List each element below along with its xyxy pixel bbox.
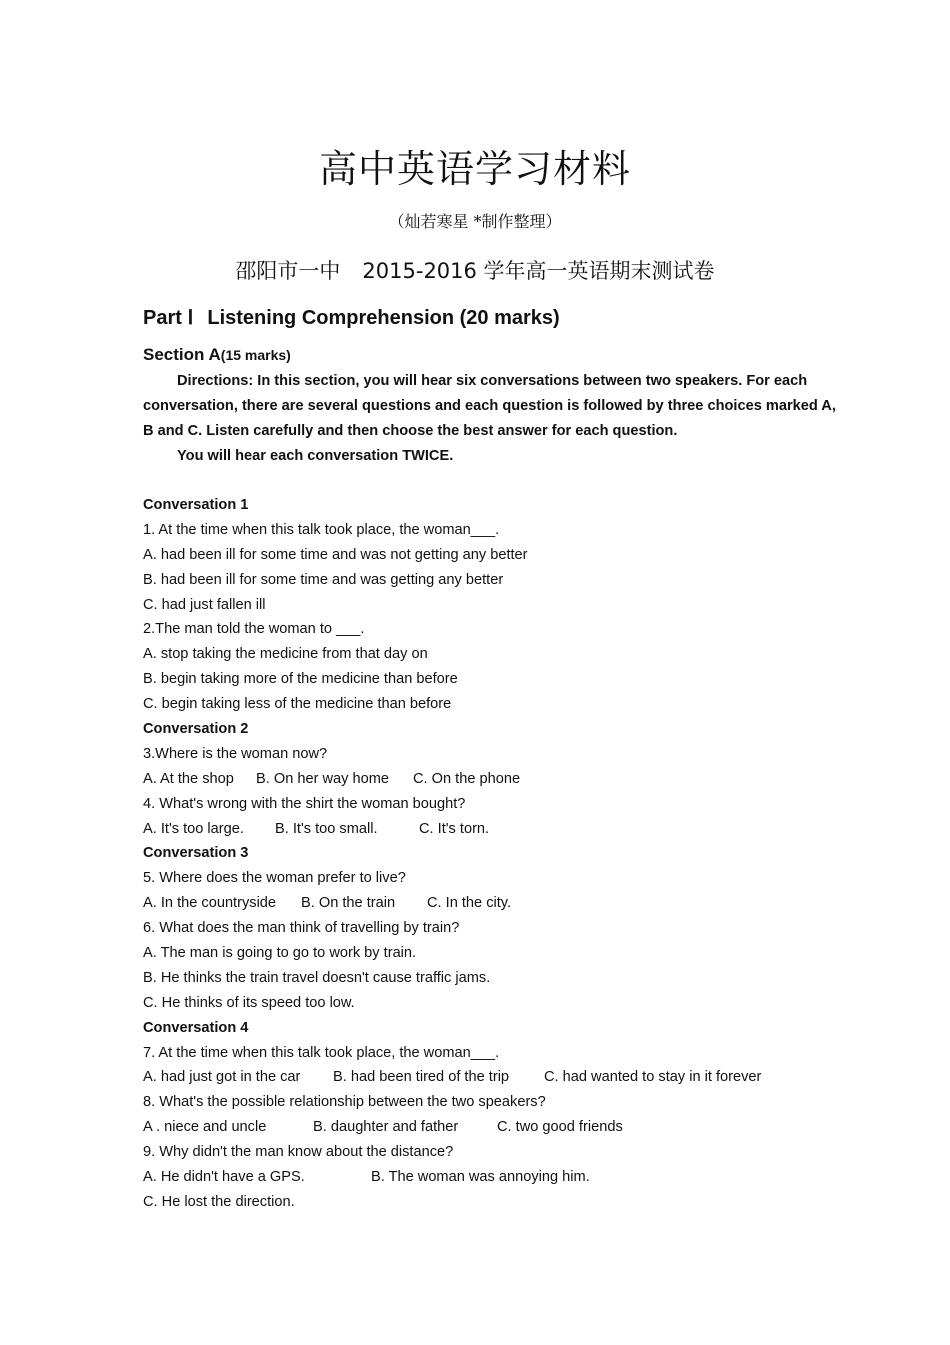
question-3-option-c: C. On the phone (413, 770, 521, 787)
question-6-option-b: B. He thinks the train travel doesn't cause traffic jams. (143, 969, 491, 986)
section-heading (143, 345, 291, 365)
document-title: 高中英语学习材料 (318, 147, 631, 191)
question-7-options (143, 1065, 863, 1090)
section-label: Section A (143, 345, 221, 364)
conversation-heading: Conversation 1 (143, 497, 249, 513)
question-2-option-c: C. begin taking less of the medicine than before (143, 696, 452, 713)
document-subtitle: （灿若寒星 *制作整理） (388, 212, 562, 231)
question-8-option-b: B. daughter and father (313, 1119, 459, 1136)
exam-name: 2015-2016 学年高一英语期末测试卷 (362, 259, 715, 283)
exam-school: 邵阳市一中 (235, 259, 341, 283)
part-label: Part Ⅰ (143, 307, 194, 329)
question-9-option-c: C. He lost the direction. (143, 1193, 295, 1210)
question-8-option-a: A . niece and uncle (143, 1119, 267, 1136)
directions (143, 369, 843, 469)
question-8: 8. What's the possible relationship between the two speakers? (143, 1094, 546, 1111)
question-5-option-a: A. In the countryside (143, 895, 277, 912)
question-5-option-b: B. On the train (301, 895, 396, 912)
question-4: 4. What's wrong with the shirt the woman bought? (143, 795, 466, 812)
question-4-option-b: B. It's too small. (275, 820, 378, 837)
question-6-option-c: C. He thinks of its speed too low. (143, 994, 355, 1011)
conversation-heading: Conversation 2 (143, 721, 249, 738)
part-title: Listening Comprehension (20 marks) (207, 307, 560, 329)
conversation-heading: Conversation 3 (143, 845, 249, 862)
question-5: 5. Where does the woman prefer to live? (143, 870, 406, 887)
question-1-option-a: A. had been ill for some time and was not getting any better (143, 546, 528, 563)
question-6: 6. What does the man think of travelling by train? (143, 920, 460, 937)
question-3-option-a: A. At the shop (143, 770, 234, 787)
exam-title (0, 255, 950, 285)
question-5-options (143, 891, 863, 916)
question-1: 1. At the time when this talk took place, the woman___. (143, 521, 500, 538)
question-9-options (143, 1165, 863, 1190)
question-8-option-c: C. two good friends (497, 1119, 623, 1136)
question-2-option-a: A. stop taking the medicine from that day on (143, 646, 428, 663)
question-5-option-c: C. In the city. (427, 895, 512, 912)
question-9-option-a: A. He didn't have a GPS. (143, 1169, 305, 1186)
question-1-option-b: B. had been ill for some time and was getting any better (143, 571, 504, 588)
questions (143, 493, 863, 1215)
question-6-option-a: A. The man is going to go to work by train. (143, 945, 417, 962)
part-heading (143, 305, 560, 330)
question-9: 9. Why didn't the man know about the distance? (143, 1144, 454, 1161)
question-3-options (143, 767, 863, 792)
directions-paragraph: Directions: In this section, you will hear six conversations between two speakers. For each conversation, there are several questions and each question is followed by three choices marked A, B and C. Listen carefully and then choose the best answer for each question. (143, 373, 836, 439)
question-4-options (143, 817, 863, 842)
directions-note: You will hear each conversation TWICE. (177, 448, 454, 464)
question-8-options (143, 1115, 863, 1140)
section-marks: (15 marks) (220, 347, 291, 363)
question-3-option-b: B. On her way home (256, 770, 390, 787)
question-7-option-c: C. had wanted to stay in it forever (544, 1069, 762, 1086)
question-3: 3.Where is the woman now? (143, 745, 328, 762)
question-4-option-c: C. It's torn. (419, 820, 490, 837)
question-7-option-b: B. had been tired of the trip (333, 1069, 510, 1086)
question-4-option-a: A. It's too large. (143, 820, 244, 837)
question-1-option-c: C. had just fallen ill (143, 596, 266, 613)
question-7: 7. At the time when this talk took place, the woman___. (143, 1044, 500, 1061)
conversation-heading: Conversation 4 (143, 1019, 249, 1036)
question-2-option-b: B. begin taking more of the medicine than before (143, 671, 458, 688)
question-7-option-a: A. had just got in the car (143, 1069, 301, 1086)
question-2: 2.The man told the woman to ___. (143, 621, 365, 638)
question-9-option-b: B. The woman was annoying him. (371, 1169, 590, 1186)
